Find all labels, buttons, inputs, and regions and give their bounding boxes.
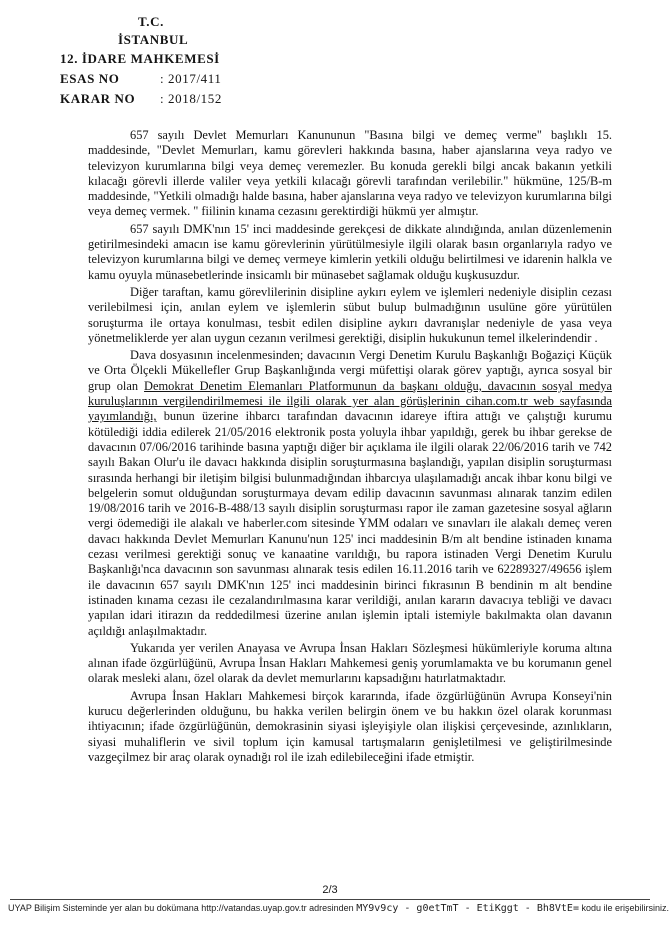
page-number: 2/3: [322, 884, 338, 896]
footer-text-after: kodu ile erişebilirsiniz.: [581, 903, 669, 913]
paragraph-3: Diğer taraftan, kamu görevlilerinin disipline aykırı eylem ve işlemleri nedeniyle disiplin cezası verilebilmesi için, anılan eylem ve işlemlerin sübut bulup bulmadığının usulüne göre yürütülen soruşturma ile ortaya konulması, tesbit edilen disipline aykırı davranışlar nedeniyle de yasa veya yönetmeliklerde yer alan uygun cezanın verilmesi gerektiği, disiplin hukukunun temel ilkelerindendir .: [88, 284, 612, 345]
paragraph-4-part-1: Dava dosyasının incelenmesinden; davacının Vergi Denetim Kurulu Başkanlığı Boğaziçi Küçük ve Orta Ölçekli Mükellefler Grup Başkanlığında vergi müfettişi olarak görev yaptığı, ayrıca sosyal bir grup olan: [88, 348, 612, 393]
esas-value: : 2017/411: [160, 71, 222, 86]
karar-label: KARAR NO: [60, 91, 136, 106]
paragraph-1: 657 sayılı Devlet Memurları Kanununun "Basına bilgi ve demeç verme" başlıklı 15. maddesinde, "Devlet Memurları, kamu görevleri hakkında basına, haber ajanslarına veya radyo ve televizyon kurumlarına bilgi veya demeç veremezler. Bu konuda gerekli bilgi ancak bakanın yetkili kılacağı görevli illerde valiler veya yetkili kılacağı görevli tarafından verilebilir." hükmüne, 125/B-m maddesinde, "Yetkili olmadığı halde basına, haber ajanslarına veya radyo ve televizyon kurumlarına bilgi veya demeç vermek. " fiilinin kınama cezasını gerektirdiği hükmü yer almıştır.: [88, 128, 612, 219]
header-city: İSTANBUL: [118, 32, 189, 47]
document-body: [88, 128, 612, 767]
footer-divider: [10, 899, 650, 900]
karar-value: : 2018/152: [160, 91, 222, 106]
verification-code: MY9v9cy - g0etTmT - EtiKggt - Bh8VtE=: [356, 903, 579, 914]
paragraph-4-underlined: Demokrat Denetim Elemanları Platformunun da başkanı olduğu, davacının sosyal medya kuruluşlarının vergilendirilmemesi ile ilgili olarak yer alan görüşlerinin cihan.com.tr web sayfasında yayımlandığı,: [88, 378, 612, 424]
paragraph-4: [88, 348, 612, 639]
paragraph-2: 657 sayılı DMK'nın 15' inci maddesinde gerekçesi de dikkate alındığında, anılan düzenlemenin getirilmesindeki amacın ise kamu görevlerinin yürütülmesiyle ilgili olarak basın organlarıyla radyo ve televizyon kurumlarına bilgi ve demeç vermeye kimlerin yetkili olduğu belirtilmesi ve idarenin halkla ve kamu oyuyla münasebetlerinde insicamlı bir münasebet sağlamak olduğu kuşkusuzdur.: [88, 221, 612, 282]
paragraph-6: Avrupa İnsan Hakları Mahkemesi birçok kararında, ifade özgürlüğünün Avrupa Konseyi'nin kurucu değerlerinden olduğunu, bu hakka verilen belirgin önem ve bu hakkın özel olarak korunması ihtiyacının; ifade özgürlüğünün, demokrasinin siyasi işleyişiyle olan ilişkisi çerçevesinde, azınlıkların, siyasi muhaliflerin ve sivil toplum için kamusal tartışmaların genişletilmesi ve geliştirilmesinde vazgeçilmez bir araç olarak oynadığı rol ile izah edilebileceğini ifade etmiştir.: [88, 688, 612, 764]
paragraph-4-part-2: bunun üzerine ihbarcı tarafından davacının idareye iftira attığı ve çalıştığı kurumu kötülediği iddia edilerek 21/05/2016 elektronik posta yoluyla ihbar yapıldığı, gerek bu ihbar gerekse de davacının 07/06/2016 tarihinde basına yaptığı diğer bir açıklama ile ilgili olarak 22/06/2016 tarih ve 742 sayılı Bakan Olur'u ile davacı hakkında disiplin soruşturmasına başlandığı, yapılan disiplin soruşturması sırasında herhangi bir iletişim bilgisi bulunmadığından ihbarcıya ulaşılamadığı ancak ihbar konu bilgi ve belgelerin somut olduğundan soruşturmaya devam edilip davacının savunması alınarak tanzim edilen 19/08/2016 tarih ve 2016-B-488/13 sayılı disiplin soruşturması rapor ile zaman gazetesine sosyal ağların vergi ödemediği ile alakalı ve haberler.com sitesinde YMM odaları ve sınavları ile alakalı demeç veren davacı hakkında Devlet Memurları Kanunu'nun 125' inci maddesinin B/m alt bendine istinaden kınama cezası verilmesi gerektiği sonuç ve kanaatine varıldığı, bu rapora istinaden Vergi Denetim Kurulu Başkanlığı'nca davacının son savunması alınarak tesis edilen 16.11.2016 tarih ve 62289327/49656 işlem ile davacının 657 sayılı DMK'nın 125' inci maddesinin birinci fıkrasının B bendinin m alt bendine istinaden kınama cezası ile cezalandırılmasına karar verildiği, anılan kararın davacıya tebliği ve davacı yapılan idari itirazın da reddedilmesi üzerine anılan işlemin iptali istemiyle bakılmakta olan davanın açıldığı anlaşılmaktadır.: [88, 409, 612, 638]
paragraph-5: Yukarıda yer verilen Anayasa ve Avrupa İnsan Hakları Sözleşmesi hükümleriyle koruma altına alınan ifade özgürlüğünü, Avrupa İnsan Hakları Mahkemesi geniş yorumlamakta ve bu korumanın genel olarak mesleki alanı, özel olarak da devlet memurlarını kapsadığını hatırlatmaktadır.: [88, 640, 612, 686]
esas-label: ESAS NO: [60, 71, 120, 86]
footer-text-before: UYAP Bilişim Sisteminde yer alan bu dokümana http://vatandas.uyap.gov.tr adresinden: [8, 903, 354, 913]
header-court: 12. İDARE MAHKEMESİ: [60, 51, 220, 66]
uyap-footer: [8, 903, 669, 914]
header-tc: T.C.: [138, 14, 164, 29]
